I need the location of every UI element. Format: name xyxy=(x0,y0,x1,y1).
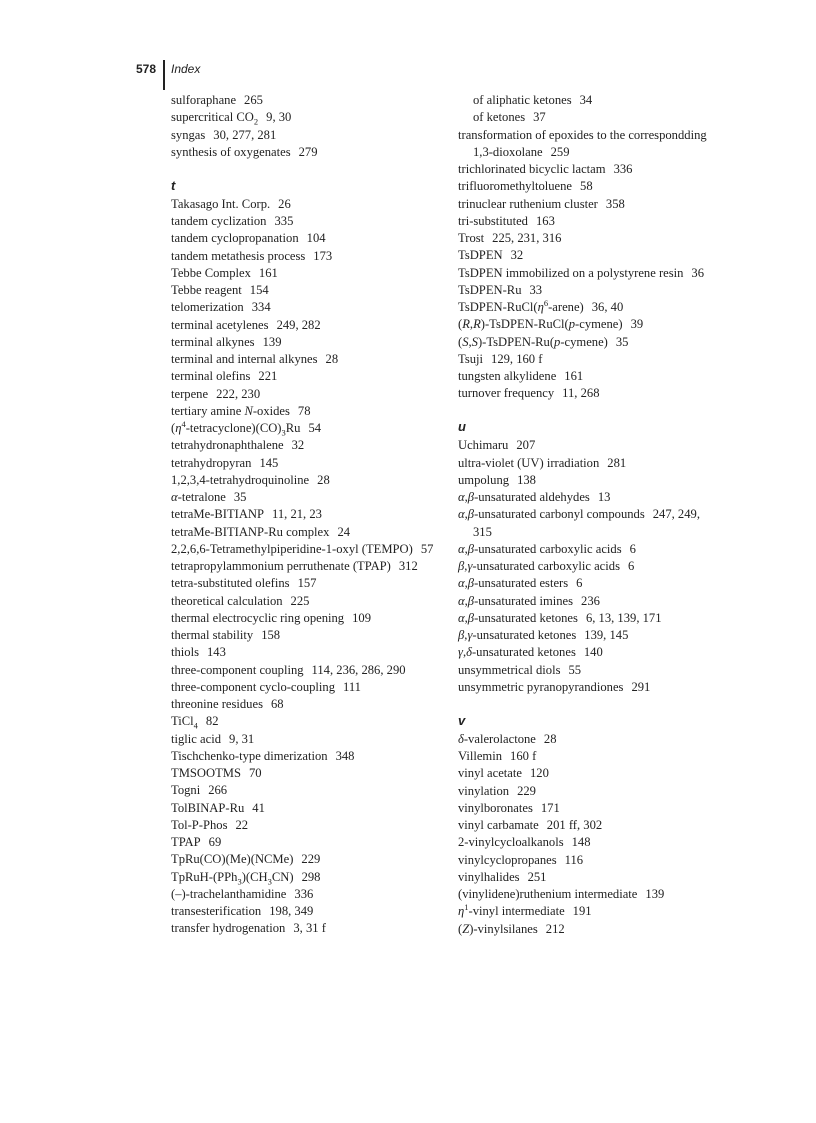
index-term: TPAP xyxy=(171,835,201,849)
index-term: vinylcyclopropanes xyxy=(458,852,557,867)
index-page-refs: 139 xyxy=(262,334,282,349)
index-entry xyxy=(171,817,441,834)
index-term: terminal acetylenes xyxy=(171,317,269,332)
index-term: vinyl carbamate xyxy=(458,818,539,832)
index-page-refs: 69 xyxy=(208,835,222,849)
index-entry xyxy=(171,524,441,541)
index-entry xyxy=(458,731,718,748)
index-page-refs: 222, 230 xyxy=(216,386,261,401)
index-entry xyxy=(171,144,441,161)
index-term: trinuclear ruthenium cluster xyxy=(458,196,598,211)
index-entry xyxy=(458,610,718,627)
index-page-refs: 225, 231, 316 xyxy=(492,231,562,245)
index-page-refs: 35 xyxy=(233,490,247,504)
index-page-refs: 158 xyxy=(261,628,281,642)
index-page-refs: 54 xyxy=(308,421,322,435)
index-term: turnover frequency xyxy=(458,386,555,401)
index-page-refs: 57 xyxy=(420,541,434,556)
index-term: TpRuH-$(PPh_3)(CH_3CN)$ xyxy=(171,869,294,887)
index-term: tetrapropylammonium perruthenate (TPAP) xyxy=(171,559,391,573)
index-term: γ,δ-unsaturated ketones xyxy=(458,645,576,660)
index-entry xyxy=(171,765,441,782)
index-entry xyxy=(458,800,718,817)
running-title: Index xyxy=(171,62,201,76)
index-page-refs: 120 xyxy=(529,766,549,781)
index-term: Tebbe reagent xyxy=(171,283,242,297)
index-term: $(\eta^4-tetracyclone)(CO)_3Ru$ xyxy=(171,418,301,438)
index-entry xyxy=(171,662,441,679)
index-page-refs: 33 xyxy=(529,282,543,297)
index-entry xyxy=(171,575,441,592)
index-page-refs: 171 xyxy=(540,800,560,815)
index-entry xyxy=(458,368,718,385)
index-page-refs: 225 xyxy=(290,593,310,608)
index-term: transesterification xyxy=(171,904,262,918)
index-entry xyxy=(458,161,718,178)
index-page-refs: 6 xyxy=(629,541,636,556)
index-page-refs: 348 xyxy=(335,748,355,763)
index-page-refs: 3, 31 f xyxy=(293,921,326,936)
index-term: Trost xyxy=(458,231,485,245)
index-page-refs: 266 xyxy=(208,783,228,798)
index-term: Togni xyxy=(171,783,201,798)
index-subentry xyxy=(458,109,718,126)
index-column-left xyxy=(171,92,441,938)
index-entry xyxy=(458,316,718,333)
index-page-refs: 336 xyxy=(613,162,633,176)
index-term: sulforaphane xyxy=(171,93,237,107)
index-page-refs: 139 xyxy=(645,887,665,901)
index-page-refs: 229 xyxy=(517,783,536,798)
index-term: TsDPEN-Ru xyxy=(458,282,522,297)
index-page-refs: 82 xyxy=(205,714,219,729)
index-term: tandem cyclization xyxy=(171,214,267,228)
index-section-letter: v xyxy=(458,712,466,728)
index-page-refs: 30, 277, 281 xyxy=(213,127,277,142)
index-term: umpolung xyxy=(458,472,510,487)
index-page-refs: 36, 40 xyxy=(591,300,624,314)
index-term: β,γ-unsaturated carboxylic acids xyxy=(458,559,620,573)
index-page-refs: 9, 31 xyxy=(229,731,255,746)
index-entry xyxy=(458,748,718,765)
index-term: δ-valerolactone xyxy=(458,731,536,746)
index-page-refs: 55 xyxy=(568,662,582,677)
index-term: (Z)-vinylsilanes xyxy=(458,921,538,936)
index-page-refs: 145 xyxy=(259,455,279,470)
index-term: Tsuji xyxy=(458,351,484,366)
index-term: trichlorinated bicyclic lactam xyxy=(458,162,606,176)
index-page-refs: 249, 282 xyxy=(276,317,321,332)
index-page-refs: 140 xyxy=(583,645,603,660)
page-number: 578 xyxy=(136,62,157,76)
index-entry xyxy=(458,265,718,282)
index-page-refs: 70 xyxy=(248,766,262,780)
index-entry xyxy=(458,247,718,264)
index-entry xyxy=(171,196,441,213)
index-term: unsymmetrical diols xyxy=(458,662,561,677)
index-entry xyxy=(171,731,441,748)
index-term: tetra-substituted olefins xyxy=(171,576,290,591)
index-page-refs: 39 xyxy=(630,317,644,332)
index-term: α,β-unsaturated carboxylic acids xyxy=(458,541,622,556)
index-page-refs: 154 xyxy=(249,283,269,297)
index-entry xyxy=(458,834,718,851)
index-page-refs: 251 xyxy=(527,869,547,884)
index-page-refs: 6 xyxy=(576,576,583,591)
index-term: vinylation xyxy=(458,783,510,798)
index-section-letter: u xyxy=(458,419,466,434)
index-page-refs: 116 xyxy=(564,852,584,867)
index-term: synthesis of oxygenates xyxy=(171,144,291,159)
index-term: vinyl acetate xyxy=(458,766,522,781)
index-term: α-tetralone xyxy=(171,490,226,504)
index-entry xyxy=(171,800,441,817)
index-entry xyxy=(171,627,441,644)
index-entry xyxy=(171,644,441,661)
index-page-refs: 35 xyxy=(615,334,629,349)
index-entry xyxy=(171,403,441,420)
index-term: terminal and internal alkynes xyxy=(171,352,318,366)
index-term: tetraMe-BITIANP xyxy=(171,507,265,522)
index-entry xyxy=(171,506,441,523)
index-page-refs: 157 xyxy=(297,576,317,591)
index-term: $\eta^1$-vinyl intermediate xyxy=(458,902,565,919)
index-page-refs: 138 xyxy=(517,472,536,487)
index-page-refs: 111 xyxy=(343,679,361,694)
index-entry xyxy=(458,541,718,558)
index-term: TiCl$_4$ xyxy=(171,714,198,731)
index-page-refs: 32 xyxy=(291,438,305,453)
index-page-refs: 198, 349 xyxy=(269,904,314,918)
index-page-refs: 191 xyxy=(572,904,592,919)
index-entry xyxy=(171,299,441,316)
index-entry xyxy=(171,282,441,299)
index-entry xyxy=(171,127,441,144)
index-entry xyxy=(171,696,441,713)
index-page-refs: 201 ff, 302 xyxy=(546,818,603,832)
index-entry xyxy=(458,282,718,299)
index-page-refs: 334 xyxy=(251,300,271,315)
index-entry xyxy=(458,178,718,195)
index-term: 1,2,3,4-tetrahydroquinoline xyxy=(171,472,310,487)
index-entry xyxy=(458,593,718,610)
index-term: of ketones xyxy=(473,110,526,125)
index-entry xyxy=(458,334,718,351)
index-entry xyxy=(458,213,718,230)
index-page-refs: 28 xyxy=(325,352,339,366)
index-page-refs: 148 xyxy=(571,835,591,850)
index-term: ultra-violet (UV) irradiation xyxy=(458,455,600,470)
index-page-refs: 6, 13, 139, 171 xyxy=(585,610,662,625)
index-term: α,β-unsaturated ketones xyxy=(458,610,578,625)
index-term: transformation of epoxides to the correspondding 1,3-dioxolane xyxy=(458,127,707,159)
index-term: unsymmetric pyranopyrandiones xyxy=(458,679,624,694)
index-entry xyxy=(171,334,441,351)
index-term: tiglic acid xyxy=(171,731,222,746)
index-term: 2-vinylcycloalkanols xyxy=(458,835,564,850)
index-entry xyxy=(458,351,718,368)
index-term: tetraMe-BITIANP-Ru complex xyxy=(171,524,330,539)
index-entry xyxy=(171,213,441,230)
index-page-refs: 236 xyxy=(581,593,600,608)
index-term: vinylhalides xyxy=(458,869,520,884)
index-page-refs: 139, 145 xyxy=(584,628,629,642)
index-page-refs: 259 xyxy=(550,144,570,159)
index-entry xyxy=(458,437,718,454)
header-rule xyxy=(163,60,165,90)
index-term: terpene xyxy=(171,386,209,401)
index-term: of aliphatic ketones xyxy=(473,93,572,107)
index-page-refs: 163 xyxy=(535,213,555,228)
index-page-refs: 37 xyxy=(533,110,546,125)
index-page-refs: 207 xyxy=(516,438,536,453)
index-page-refs: 291 xyxy=(631,679,651,694)
index-entry xyxy=(458,783,718,800)
index-entry xyxy=(458,886,718,903)
index-term: Tischchenko-type dimerization xyxy=(171,748,328,763)
index-entry xyxy=(171,317,441,334)
index-entry xyxy=(458,644,718,661)
index-term: thermal stability xyxy=(171,628,254,642)
index-term: Tol-P-Phos xyxy=(171,817,228,832)
index-term: α,β-unsaturated carbonyl compounds xyxy=(458,507,645,522)
index-entry xyxy=(458,127,718,162)
index-page-refs: 298 xyxy=(301,869,321,884)
index-page-refs: 358 xyxy=(605,196,625,211)
index-term: theoretical calculation xyxy=(171,593,283,608)
index-entry xyxy=(171,593,441,610)
index-page-refs: 68 xyxy=(270,697,284,711)
index-page-refs: 24 xyxy=(337,524,351,539)
index-page-refs: 114, 236, 286, 290 xyxy=(311,662,406,677)
index-section-letter: t xyxy=(171,177,176,193)
index-page-refs: 109 xyxy=(352,610,371,625)
index-entry xyxy=(171,920,441,937)
index-entry xyxy=(458,196,718,213)
index-term: α,β-unsaturated aldehydes xyxy=(458,490,590,504)
index-page-refs: 26 xyxy=(278,196,291,211)
index-entry xyxy=(171,489,441,506)
index-term: trifluoromethyltoluene xyxy=(458,179,573,194)
index-entry xyxy=(458,230,718,247)
index-entry xyxy=(171,472,441,489)
index-page-refs: 161 xyxy=(258,265,278,280)
index-entry xyxy=(458,299,718,316)
index-term: vinylboronates xyxy=(458,800,533,815)
index-entry xyxy=(171,437,441,454)
index-entry xyxy=(171,782,441,799)
index-page-refs: 104 xyxy=(306,231,326,246)
index-page-refs: 265 xyxy=(244,93,263,107)
index-page-refs: 312 xyxy=(398,559,418,573)
index-entry xyxy=(171,541,441,558)
index-term: Villemin xyxy=(458,749,503,763)
index-entry xyxy=(458,869,718,886)
index-term: (S,S)-TsDPEN-Ru(p-cymene) xyxy=(458,334,608,349)
index-page-refs: 229 xyxy=(301,852,321,867)
index-term: TsDPEN immobilized on a polystyrene resin xyxy=(458,265,684,280)
index-entry xyxy=(458,817,718,834)
index-entry xyxy=(171,92,441,109)
index-entry xyxy=(171,851,441,868)
index-column-right xyxy=(458,92,718,938)
index-term: threonine residues xyxy=(171,697,263,711)
index-page-refs: 173 xyxy=(313,248,333,263)
index-page-refs: 11, 21, 23 xyxy=(272,507,322,522)
index-term: Takasago Int. Corp. xyxy=(171,196,271,211)
index-term: β,γ-unsaturated ketones xyxy=(458,628,577,642)
index-term: terminal olefins xyxy=(171,369,251,384)
index-term: (vinylidene)ruthenium intermediate xyxy=(458,887,638,901)
index-term: α,β-unsaturated imines xyxy=(458,593,574,608)
index-term: 2,2,6,6-Tetramethylpiperidine-1-oxyl (TEMPO) xyxy=(171,541,413,556)
index-entry xyxy=(171,420,441,437)
index-term: Tebbe Complex xyxy=(171,265,251,280)
index-page-refs: 36 xyxy=(691,265,705,280)
index-term: transfer hydrogenation xyxy=(171,921,286,936)
index-page-refs: 221 xyxy=(258,369,278,384)
index-page-refs: 279 xyxy=(298,144,318,159)
index-page-refs: 41 xyxy=(252,800,265,815)
index-page-refs: 28 xyxy=(543,731,557,746)
index-entry xyxy=(458,489,718,506)
index-entry xyxy=(458,575,718,592)
index-page-refs: 335 xyxy=(274,214,294,228)
index-page-refs: 160 f xyxy=(510,749,537,763)
index-entry xyxy=(458,662,718,679)
index-term: thiols xyxy=(171,645,199,660)
index-page-refs: 13 xyxy=(597,490,611,504)
index-entry xyxy=(458,921,718,938)
index-term: Uchimaru xyxy=(458,438,509,453)
index-term: syngas xyxy=(171,127,206,142)
index-term: tetrahydronaphthalene xyxy=(171,438,284,453)
index-term: TsDPEN-$RuCl(\eta^6-arene)$ xyxy=(458,297,584,314)
index-page-refs: 247, 249, 315 xyxy=(473,507,700,539)
index-page-refs: 34 xyxy=(579,93,593,107)
index-entry xyxy=(171,351,441,368)
index-entry xyxy=(171,834,441,851)
index-entry xyxy=(458,455,718,472)
index-entry xyxy=(458,852,718,869)
index-term: (R,R)-TsDPEN-RuCl(p-cymene) xyxy=(458,317,623,332)
index-entry xyxy=(458,679,718,696)
index-entry xyxy=(458,506,718,541)
index-term: TsDPEN xyxy=(458,248,503,263)
index-term: telomerization xyxy=(171,300,244,315)
index-term: TpRu(CO)(Me)(NCMe) xyxy=(171,852,294,867)
index-page-refs: 78 xyxy=(297,403,311,418)
index-entry xyxy=(458,765,718,782)
index-entry xyxy=(171,368,441,385)
index-entry xyxy=(171,679,441,696)
index-entry xyxy=(458,903,718,920)
index-term: tandem metathesis process xyxy=(171,248,306,263)
index-entry xyxy=(171,386,441,403)
index-term: terminal alkynes xyxy=(171,334,255,349)
index-page-refs: 32 xyxy=(510,248,524,263)
index-page-refs: 129, 160 f xyxy=(491,351,543,366)
index-page-refs: 161 xyxy=(564,369,584,383)
index-page-refs: 336 xyxy=(294,886,314,901)
index-page-refs: 143 xyxy=(207,645,226,660)
index-term: three-component cyclo-coupling xyxy=(171,679,336,694)
index-page-refs: 22 xyxy=(235,817,249,832)
index-subentry xyxy=(458,92,718,109)
index-page-refs: 28 xyxy=(317,472,330,487)
index-term: TMSOOTMS xyxy=(171,766,241,780)
index-term: TolBINAP-Ru xyxy=(171,800,245,815)
index-entry xyxy=(171,558,441,575)
index-term: tandem cyclopropanation xyxy=(171,231,299,246)
index-term: tetrahydropyran xyxy=(171,455,252,470)
index-page-refs: 281 xyxy=(607,455,627,470)
index-entry xyxy=(171,886,441,903)
index-entry xyxy=(171,248,441,265)
index-term: supercritical $CO_2$ xyxy=(171,110,259,127)
index-term: tertiary amine N-oxides xyxy=(171,403,290,418)
index-term: tungsten alkylidene xyxy=(458,369,557,383)
index-entry xyxy=(171,265,441,282)
index-page-refs: 6 xyxy=(627,559,635,573)
index-term: thermal electrocyclic ring opening xyxy=(171,610,345,625)
index-entry xyxy=(171,610,441,627)
index-entry xyxy=(171,713,441,730)
index-entry xyxy=(171,748,441,765)
index-entry xyxy=(458,627,718,644)
index-page-refs: 58 xyxy=(580,179,593,194)
index-term: tri-substituted xyxy=(458,213,528,228)
index-page-refs: 212 xyxy=(545,921,565,936)
index-term: α,β-unsaturated esters xyxy=(458,576,569,591)
index-page-refs: 11, 268 xyxy=(562,386,600,401)
index-entry xyxy=(171,903,441,920)
index-entry xyxy=(171,230,441,247)
index-entry xyxy=(171,455,441,472)
index-term: three-component coupling xyxy=(171,662,304,677)
index-entry xyxy=(458,558,718,575)
index-entry xyxy=(171,869,441,886)
index-term: (–)-trachelanthamidine xyxy=(171,886,287,901)
index-entry xyxy=(458,472,718,489)
index-entry xyxy=(171,109,441,126)
index-entry xyxy=(458,385,718,402)
index-page-refs: 9, 30 xyxy=(266,110,292,125)
